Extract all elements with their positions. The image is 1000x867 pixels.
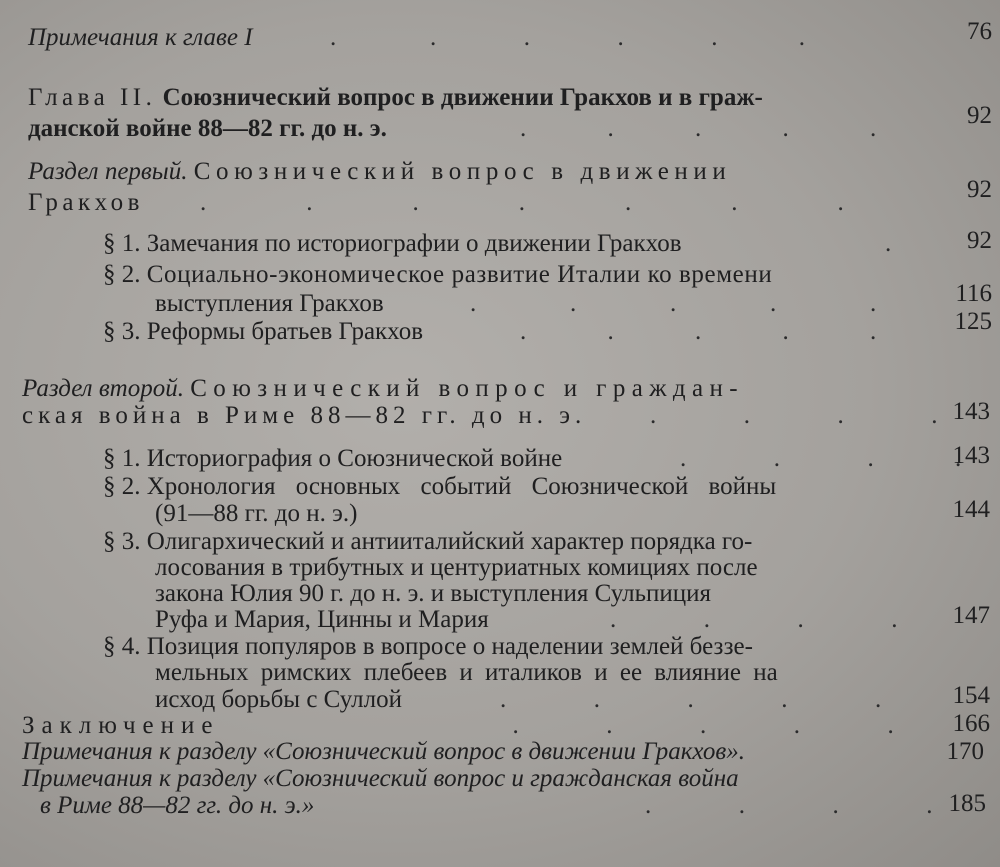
toc-entry-label: Примечания к разделу «Союзнический вопрос в движении Гракхов».	[22, 738, 745, 765]
leader-dots: . . . . .	[250, 712, 894, 739]
subsection-number: § 4.	[103, 633, 141, 660]
subsection-title: Хронология основных событий Союзнической войны	[146, 473, 777, 500]
chapter-title: Союзнический вопрос в движении Гракхов и в граж-	[162, 84, 763, 111]
subsection-number: § 2.	[103, 473, 141, 500]
toc-entry-label: Заключение	[22, 712, 220, 739]
section-title: Союзнический вопрос и граждан-	[190, 375, 745, 402]
leader-dots: . . . .	[610, 606, 898, 633]
toc-entry-label: Примечания к разделу «Союзнический вопрос и гражданская война	[22, 765, 739, 792]
subsection-title-continued: исход борьбы с Суллой	[155, 686, 402, 713]
section-prefix: Раздел первый.	[28, 158, 188, 185]
subsection-title: Позиция популяров в вопросе о наделении землей беззе-	[146, 633, 753, 660]
toc-notes-chapter-1	[28, 22, 253, 54]
subsection-title-continued: выступления Гракхов	[155, 290, 384, 317]
toc-subsection	[103, 259, 772, 291]
leader-dots: . . . . . . .	[200, 189, 844, 216]
subsection-title-continued: мельных римских плебеев и италиков и ее влияние на	[155, 659, 778, 686]
leader-dots: . . . .	[470, 792, 933, 819]
section-title-continued: ская война в Риме 88—82 гг. до н. э.	[22, 402, 587, 429]
page-number: 143	[952, 442, 990, 469]
toc-section-2-line-2	[22, 400, 586, 432]
subsection-number: § 3.	[103, 318, 141, 345]
page-number: 144	[952, 496, 990, 523]
subsection-title-continued: (91—88 гг. до н. э.)	[155, 500, 358, 527]
leader-dots: . . . .	[680, 445, 962, 472]
toc-entry-label-continued: в Риме 88—82 гг. до н. э.»	[40, 792, 315, 819]
page-number: 166	[952, 710, 990, 737]
page-number: 92	[967, 227, 992, 254]
page-number: 185	[948, 790, 986, 817]
toc-subsection	[103, 228, 682, 260]
toc-section-1-line-1	[28, 156, 731, 188]
page-number: 147	[952, 602, 990, 629]
subsection-number: § 3.	[103, 528, 141, 555]
toc-subsection	[103, 316, 423, 348]
leader-dots: . . . . .	[520, 318, 877, 345]
subsection-number: § 1.	[103, 445, 141, 472]
subsection-title: Реформы братьев Гракхов	[146, 318, 424, 345]
toc-chapter-2-line-1	[28, 82, 763, 114]
section-title-continued: Гракхов	[28, 189, 144, 216]
section-prefix: Раздел второй.	[22, 375, 184, 402]
subsection-title-continued: Руфа и Мария, Цинны и Мария	[155, 606, 489, 633]
subsection-title-continued: лосования в трибутных и центуриатных комициях после	[155, 554, 758, 581]
toc-entry-label: Примечания к главе I	[28, 24, 253, 51]
leader-dots: . . . .	[650, 402, 938, 429]
page-number: 143	[952, 398, 990, 425]
subsection-title: Историография о Союзнической войне	[146, 445, 563, 472]
page-number: 92	[967, 102, 992, 129]
chapter-title-continued: данской войне 88—82 гг. до н. э.	[28, 115, 387, 142]
page-number: 116	[955, 280, 992, 307]
leader-dots: . . . . .	[470, 290, 877, 317]
subsection-title: Олигархический и антииталийский характер порядка го-	[146, 528, 753, 555]
page-number: 76	[967, 18, 992, 45]
toc-chapter-2-line-2	[28, 113, 387, 145]
subsection-title-continued: закона Юлия 90 г. до н. э. и выступления Сульпиция	[155, 580, 712, 607]
page-number: 154	[952, 682, 990, 709]
subsection-number: § 2.	[103, 261, 141, 288]
leader-dots: . . . . .	[500, 686, 882, 713]
subsection-number: § 1.	[103, 230, 141, 257]
subsection-title: Социально-экономическое развитие Италии ко времени	[146, 261, 773, 288]
page-number: 92	[967, 176, 992, 203]
section-title: Союзнический вопрос в движении	[193, 158, 732, 185]
toc-section-1-line-2	[28, 187, 144, 219]
leader-dots: . . . . . .	[330, 24, 805, 51]
subsection-title: Замечания по историографии о движении Гракхов	[146, 230, 682, 257]
leader-dots: .	[860, 230, 892, 257]
leader-dots: . . . . .	[520, 115, 877, 142]
page-number: 125	[954, 308, 992, 335]
toc-notes-section-2-continued	[40, 790, 314, 822]
page-number: 170	[946, 738, 984, 765]
chapter-prefix: Глава II.	[28, 84, 157, 111]
